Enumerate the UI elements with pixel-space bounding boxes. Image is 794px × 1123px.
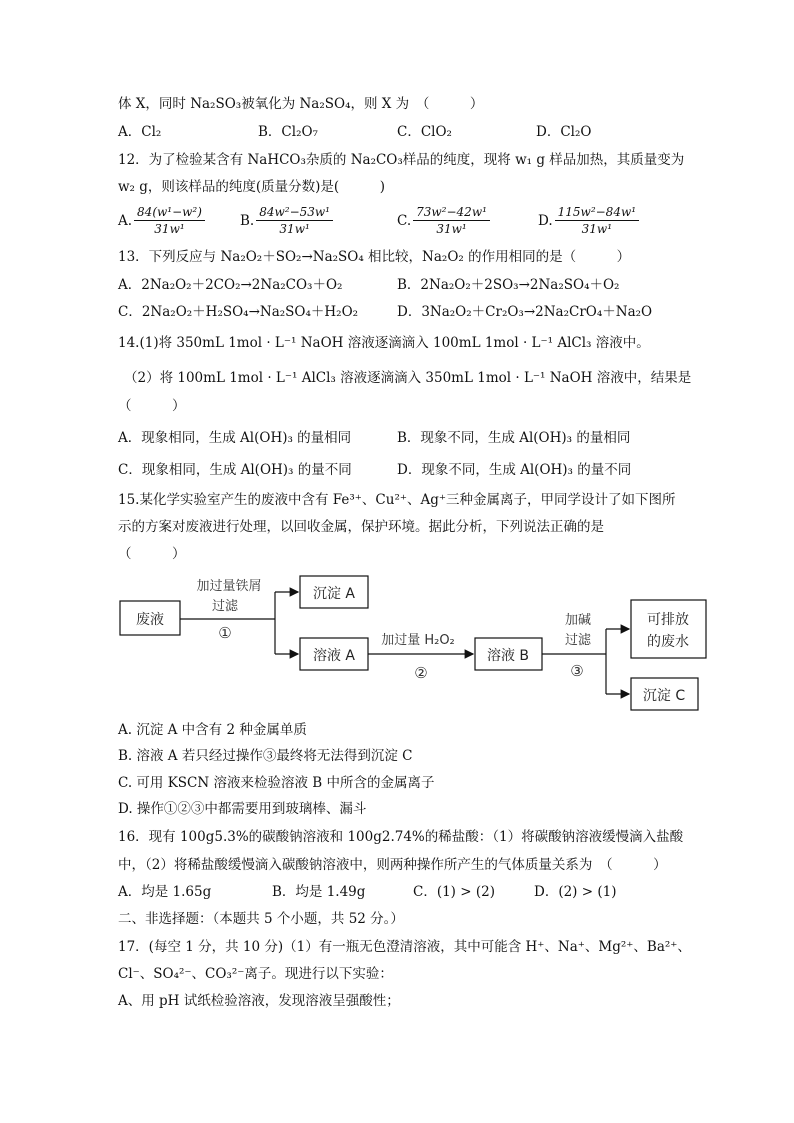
- step2-number: ②: [414, 664, 428, 682]
- q14-text-1: 14.(1)将 350mL 1mol · L⁻¹ NaOH 溶液逐滴滴入 100mL 1mol · L⁻¹ AlCl₃ 溶液中。: [118, 335, 650, 351]
- q15-option-d: D. 操作①②③中都需要用到玻璃棒、漏斗: [118, 801, 367, 817]
- q15-option-b: B. 溶液 A 若只经过操作③最终将无法得到沉淀 C: [118, 748, 413, 764]
- q11-option-b: B．Cl₂O₇: [258, 124, 318, 140]
- q17-text-3: A、用 pH 试纸检验溶液，发现溶液呈强酸性；: [118, 993, 400, 1009]
- step3-sublabel: 过滤: [564, 633, 592, 648]
- q15-option-c: C. 可用 KSCN 溶液来检验溶液 B 中所含的金属离子: [118, 775, 435, 791]
- q16-text-1: 16．现有 100g5.3%的碳酸钠溶液和 100g2.74%的稀盐酸：（1）将碳酸钠溶液缓慢滴入盐酸: [118, 829, 684, 845]
- box-solution-b: 溶液 B: [486, 648, 530, 664]
- q12-option-c-denominator: 31w¹: [436, 222, 467, 236]
- q13-option-c: C．2Na₂O₂＋H₂SO₄→Na₂SO₄＋H₂O₂: [118, 304, 359, 320]
- q14-option-a: A．现象相同，生成 Al(OH)₃ 的量相同: [118, 430, 352, 446]
- q15-text-1: 15.某化学实验室产生的废液中含有 Fe³⁺、Cu²⁺、Ag⁺三种金属离子，甲同学设计了如下图所: [118, 492, 676, 508]
- q12-option-b-numerator: 84w²−53w¹: [256, 205, 333, 221]
- step1-label: 加过量铁屑: [196, 579, 262, 594]
- box-waste: 废液: [136, 612, 164, 628]
- q13-text: 13．下列反应与 Na₂O₂＋SO₂→Na₂SO₄ 相比较，Na₂O₂ 的作用相同的是（ ）: [118, 249, 631, 265]
- q16-option-d: D．(2) > (1): [534, 884, 617, 900]
- q16-option-b: B．均是 1.49g: [272, 884, 366, 900]
- step1-number: ①: [218, 624, 232, 642]
- q13-option-a: A．2Na₂O₂＋2CO₂→2Na₂CO₃＋O₂: [118, 277, 343, 293]
- q11-option-a: A．Cl₂: [118, 124, 162, 140]
- box-solution-a: 溶液 A: [312, 648, 356, 664]
- q14-text-3: （ ）: [118, 398, 186, 414]
- q11-text: 体 X，同时 Na₂SO₃被氧化为 Na₂SO₄，则 X 为 （ ）: [118, 96, 484, 112]
- q14-option-b: B．现象不同，生成 Al(OH)₃ 的量相同: [397, 430, 631, 446]
- step3-number: ③: [570, 662, 584, 680]
- q15-option-a: A. 沉淀 A 中含有 2 种金属单质: [118, 722, 307, 738]
- q16-option-c: C．(1) > (2): [413, 884, 495, 900]
- q12-option-a-denominator: 31w¹: [154, 222, 185, 236]
- q14-text-2: （2）将 100mL 1mol · L⁻¹ AlCl₃ 溶液逐滴滴入 350mL 1mol · L⁻¹ NaOH 溶液中，结果是: [124, 370, 692, 386]
- q12-option-d-label: D.: [538, 212, 553, 229]
- q12-option-c: [397, 205, 490, 236]
- q12-option-d: [538, 205, 639, 236]
- q15-text-2: 示的方案对废液进行处理，以回收金属，保护环境。据此分析，下列说法正确的是: [118, 519, 604, 535]
- flow-diagram: [0, 568, 794, 718]
- step1-sublabel: 过滤: [211, 599, 239, 614]
- box-drain-line2: 的废水: [647, 634, 689, 650]
- q12-option-b-denominator: 31w¹: [279, 222, 310, 236]
- q15-text-3: （ ）: [118, 546, 186, 562]
- q12-option-a-label: A.: [118, 212, 133, 229]
- section-heading: 二、非选择题：（本题共 5 个小题，共 52 分。）: [118, 911, 404, 927]
- q12-option-b: [240, 205, 333, 236]
- step3-label: 加碱: [564, 613, 592, 628]
- q16-option-a: A．均是 1.65g: [118, 884, 212, 900]
- box-drain-line1: 可排放: [647, 612, 689, 628]
- q12-option-c-numerator: 73w²−42w¹: [413, 205, 490, 221]
- q12-option-d-denominator: 31w¹: [581, 222, 613, 236]
- q11-option-d: D．Cl₂O: [536, 124, 592, 140]
- q13-option-b: B．2Na₂O₂＋2SO₃→2Na₂SO₄＋O₂: [397, 277, 620, 293]
- q17-text-1: 17．(每空 1 分，共 10 分)（1）有一瓶无色澄清溶液，其中可能含 H⁺、Na⁺、Mg²⁺、Ba²⁺、: [118, 939, 691, 955]
- q16-text-2: 中，（2）将稀盐酸缓慢滴入碳酸钠溶液中，则两种操作所产生的气体质量关系为 （ ）: [118, 857, 667, 873]
- q12-option-d-numerator: 115w²−84w¹: [555, 205, 639, 221]
- q14-option-d: D．现象不同，生成 Al(OH)₃ 的量不同: [397, 462, 632, 478]
- q13-option-d: D．3Na₂O₂＋Cr₂O₃→2Na₂CrO₄＋Na₂O: [397, 304, 653, 320]
- box-precipitate-c: 沉淀 C: [642, 688, 686, 704]
- q12-text-1: 12．为了检验某含有 NaHCO₃杂质的 Na₂CO₃样品的纯度，现将 w₁ g 样品加热，其质量变为: [118, 152, 685, 168]
- step2-label: 加过量 H₂O₂: [381, 633, 455, 648]
- q12-option-a: [118, 205, 205, 236]
- q12-option-a-numerator: 84(w¹−w²): [134, 205, 205, 221]
- q14-option-c: C．现象相同，生成 Al(OH)₃ 的量不同: [118, 462, 352, 478]
- box-precipitate-a: 沉淀 A: [312, 586, 356, 602]
- q12-option-b-label: B.: [240, 212, 255, 229]
- q12-text-2: w₂ g，则该样品的纯度(质量分数)是( ): [118, 179, 385, 195]
- q12-option-c-label: C.: [397, 212, 412, 229]
- q11-option-c: C．ClO₂: [397, 124, 452, 140]
- q17-text-2: Cl⁻、SO₄²⁻、CO₃²⁻离子。现进行以下实验：: [118, 966, 393, 982]
